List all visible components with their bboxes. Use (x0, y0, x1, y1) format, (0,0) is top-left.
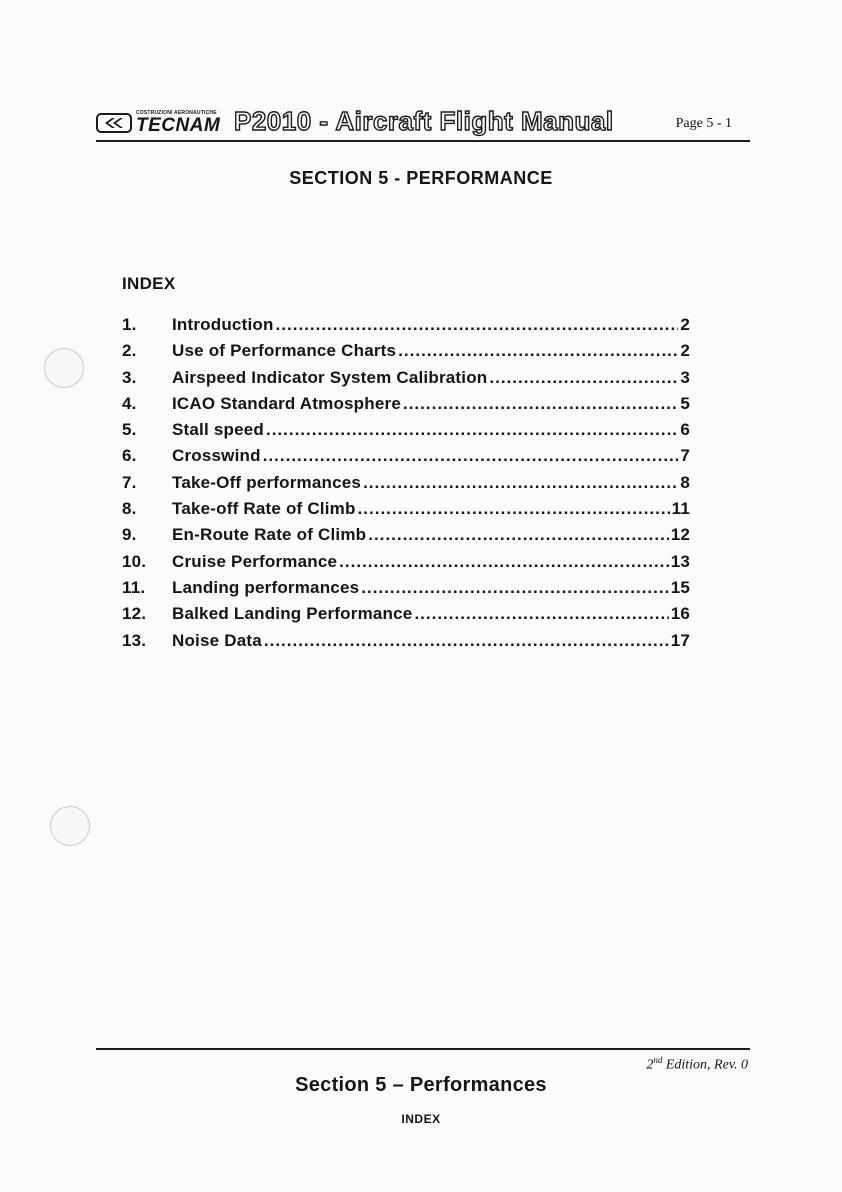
edition-ordinal: 2 (646, 1057, 654, 1073)
edition-suffix: nd (653, 1055, 663, 1065)
logo-tagline: COSTRUZIONI AERONAUTICHE (136, 110, 217, 116)
toc-leader-dots (339, 552, 669, 572)
header-rule (96, 140, 750, 142)
toc-entry-title: Crosswind (172, 446, 261, 466)
toc-entry-number: 6. (122, 446, 137, 466)
toc-entry[interactable] (122, 499, 690, 525)
toc-leader-dots (264, 631, 669, 651)
toc-leader-dots (358, 499, 670, 519)
manual-title: P2010 - Aircraft Flight Manual (234, 106, 614, 136)
index-heading: INDEX (122, 274, 176, 293)
toc-entry-page: 15 (670, 577, 690, 597)
toc-entry-page: 16 (670, 604, 690, 624)
toc-leader-dots (398, 341, 678, 361)
toc-entry-number: 3. (122, 367, 137, 387)
toc-entry-number: 1. (122, 315, 137, 334)
toc-entry-page: 17 (670, 630, 690, 650)
toc-entry-title: En-Route Rate of Climb (172, 525, 367, 545)
toc-leader-dots (266, 420, 678, 440)
toc-entry-number: 7. (122, 472, 137, 492)
toc-entry[interactable] (122, 420, 690, 446)
toc-leader-dots (414, 604, 668, 624)
page-header (96, 104, 750, 142)
toc-entry-page: 8 (680, 472, 690, 492)
toc-entry-number: 13. (122, 630, 147, 650)
toc-entry-title: Take-off Rate of Climb (172, 499, 356, 519)
toc-leader-dots (263, 446, 679, 466)
binder-hole-top (44, 348, 84, 388)
toc-entry[interactable] (122, 552, 690, 578)
binder-hole-bottom (50, 806, 90, 846)
page-number: Page 5 - 1 (675, 116, 732, 131)
toc-leader-dots (361, 578, 668, 598)
toc-entry-number: 11. (122, 577, 146, 597)
edition-label (646, 1055, 748, 1074)
toc-entry-number: 9. (122, 525, 137, 545)
toc-entry-page: 2 (680, 315, 690, 334)
toc-entry[interactable] (122, 368, 690, 394)
table-of-contents (122, 315, 690, 657)
toc-entry-title: Balked Landing Performance (172, 604, 413, 624)
toc-entry[interactable] (122, 473, 690, 499)
toc-entry-number: 8. (122, 499, 137, 519)
toc-entry-page: 5 (680, 393, 690, 413)
toc-entry-page: 2 (680, 341, 690, 361)
toc-entry-number: 4. (122, 393, 137, 413)
toc-entry-title: Stall speed (172, 420, 264, 440)
logo-wordmark: TECNAM (136, 115, 221, 136)
toc-leader-dots (489, 368, 678, 388)
toc-leader-dots (403, 394, 678, 414)
toc-entry-number: 2. (122, 341, 137, 361)
toc-entry-page: 7 (680, 446, 690, 466)
toc-entry-page: 13 (670, 551, 690, 571)
toc-entry[interactable] (122, 315, 690, 341)
toc-entry-title: Landing performances (172, 577, 360, 597)
toc-entry-number: 12. (122, 604, 147, 624)
edition-rest: Edition, Rev. 0 (662, 1057, 748, 1073)
toc-entry-title: Take-Off performances (172, 472, 362, 492)
toc-entry-title: Introduction (172, 315, 274, 334)
toc-entry-page: 12 (670, 525, 690, 545)
toc-entry-title: Airspeed Indicator System Calibration (172, 367, 488, 387)
toc-entry-number: 10. (122, 551, 147, 571)
toc-entry[interactable] (122, 631, 690, 657)
toc-entry[interactable] (122, 394, 690, 420)
toc-entry-title: Noise Data (172, 630, 262, 650)
toc-entry[interactable] (122, 604, 690, 630)
toc-entry[interactable] (122, 341, 690, 367)
toc-entry[interactable] (122, 446, 690, 472)
toc-leader-dots (363, 473, 678, 493)
toc-leader-dots (276, 315, 679, 335)
chevron-logo-icon (96, 113, 132, 133)
toc-entry-page: 6 (680, 420, 690, 440)
footer-subtitle: INDEX (401, 1112, 441, 1126)
footer-title: Section 5 – Performances (295, 1074, 547, 1096)
toc-entry-title: ICAO Standard Atmosphere (172, 393, 401, 413)
toc-entry-title: Use of Performance Charts (172, 341, 397, 361)
toc-entry-page: 11 (671, 499, 690, 519)
section-title: SECTION 5 - PERFORMANCE (289, 168, 553, 188)
toc-entry[interactable] (122, 525, 690, 551)
footer-rule (96, 1048, 750, 1050)
toc-entry-title: Cruise Performance (172, 551, 338, 571)
toc-entry[interactable] (122, 578, 690, 604)
tecnam-logo (96, 110, 220, 136)
toc-entry-number: 5. (122, 420, 137, 440)
toc-leader-dots (368, 525, 668, 545)
toc-entry-page: 3 (680, 367, 690, 387)
